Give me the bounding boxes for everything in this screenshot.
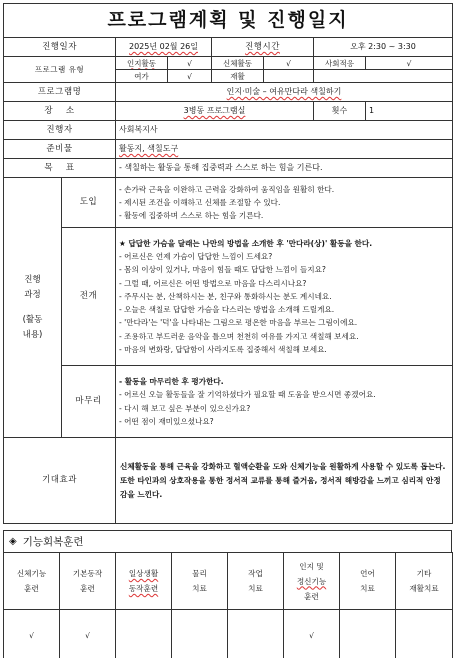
type-leisure-check: √ bbox=[168, 70, 212, 83]
intro-line: - 손가락 근육을 이완하고 근력을 강화하여 움직임을 원활히 한다. bbox=[119, 184, 335, 194]
closing-header: - 활동을 마무리한 후 평가한다. bbox=[119, 377, 224, 387]
intro-line: - 활동에 집중하며 스스로 하는 힘을 기른다. bbox=[119, 211, 264, 221]
place-value: 3병동 프로그램실 bbox=[116, 102, 314, 121]
type-cognitive-check: √ bbox=[168, 57, 212, 70]
goal-value: - 색칠하는 활동을 통해 집중력과 스스로 하는 힘을 기른다. bbox=[116, 159, 453, 178]
date-label: 진행일자 bbox=[4, 38, 116, 57]
type-social: 사회적응 bbox=[314, 57, 366, 70]
main-label: 전개 bbox=[62, 228, 116, 366]
time-value: 오후 2:30 ~ 3:30 bbox=[314, 38, 453, 57]
type-rehab-check bbox=[264, 70, 314, 83]
type-empty bbox=[314, 70, 453, 83]
rehab-check-physical: √ bbox=[4, 610, 60, 658]
closing-line: - 어떤 점이 재미있으셨나요? bbox=[119, 416, 214, 426]
main-line: - 어르신은 언제 가슴이 답답한 느낌이 드세요? bbox=[119, 252, 273, 262]
rehab-header-physical: 신체기능 훈련 bbox=[4, 553, 60, 610]
rehab-header-other: 기타 재활치료 bbox=[396, 553, 453, 610]
program-plan-table bbox=[3, 3, 453, 524]
type-rehab: 재활 bbox=[212, 70, 264, 83]
program-name-value: 인지·미술 – 여유만다라 색칠하기 bbox=[116, 83, 453, 102]
time-label: 진행시간 bbox=[212, 38, 314, 57]
main-line: - 몸의 이상이 있거나, 마음이 힘들 때도 답답한 느낌이 들지요? bbox=[119, 265, 326, 275]
rehab-header-physical-therapy: 물리 치료 bbox=[172, 553, 228, 610]
intro-content bbox=[116, 178, 453, 228]
closing-line: - 다시 해 보고 싶은 부분이 있으신가요? bbox=[119, 403, 251, 413]
main-header: ★ 답답한 가슴을 달래는 나만의 방법을 소개한 후 '만다라(상)' 활동을 한다. bbox=[119, 239, 373, 249]
rehab-check-basic-motion: √ bbox=[60, 610, 116, 658]
supplies-label: 준비물 bbox=[4, 140, 116, 159]
rehab-header-occupational: 작업 치료 bbox=[228, 553, 284, 610]
rehab-check-physical-therapy bbox=[172, 610, 228, 658]
rehab-check-cognitive: √ bbox=[284, 610, 340, 658]
count-label: 횟수 bbox=[314, 102, 366, 121]
main-line: - 오늘은 색칠로 답답한 가슴을 다스리는 방법을 소개해 드릴게요. bbox=[119, 305, 335, 315]
count-value: 1 bbox=[366, 102, 453, 121]
rehab-header-daily-living: 일상생활 동작훈련 bbox=[116, 553, 172, 610]
diamond-icon: ◈ bbox=[9, 536, 17, 547]
document-title: 프로그램계획 및 진행일지 bbox=[4, 4, 453, 38]
type-leisure: 여가 bbox=[116, 70, 168, 83]
main-content bbox=[116, 228, 453, 366]
program-name-label: 프로그램명 bbox=[4, 83, 116, 102]
closing-content bbox=[116, 366, 453, 438]
type-cognitive: 인지활동 bbox=[116, 57, 168, 70]
effect-label: 기대효과 bbox=[4, 438, 116, 524]
leader-value: 사회복지사 bbox=[116, 121, 453, 140]
rehab-header-speech: 언어 치료 bbox=[340, 553, 396, 610]
rehab-check-occupational bbox=[228, 610, 284, 658]
main-line: - 주무시는 분, 산책하시는 분, 친구와 통화하시는 분도 계시네요. bbox=[119, 291, 332, 301]
main-line: - 조용하고 부드러운 음악을 틀으며 천천히 여유를 가지고 색칠해 보세요. bbox=[119, 331, 359, 341]
process-label: 진행 과정 (활동 내용) bbox=[4, 178, 62, 438]
date-value: 2025년 02월 26일 bbox=[116, 38, 212, 57]
rehab-section-header bbox=[3, 530, 452, 552]
goal-label: 목 표 bbox=[4, 159, 116, 178]
effect-value: 신체활동을 통해 근육을 강화하고 혈액순환을 도와 신체기능을 원활하게 사용할 수 있도록 돕는다. 또한 타인과의 상호작용을 통한 정서적 교류를 통해 즐거움, 정서적 해방감을 느끼고 심리적 안정감을 느낀다. bbox=[116, 438, 453, 524]
program-type-label: 프로그램 유형 bbox=[4, 57, 116, 83]
intro-label: 도입 bbox=[62, 178, 116, 228]
main-line: - 마음의 변화랑, 답답함이 사라지도록 집중해서 색칠해 보세요. bbox=[119, 344, 327, 354]
rehab-header-cognitive: 인지 및 정신기능 훈련 bbox=[284, 553, 340, 610]
leader-label: 진행자 bbox=[4, 121, 116, 140]
type-physical-check: √ bbox=[264, 57, 314, 70]
closing-label: 마무리 bbox=[62, 366, 116, 438]
rehab-check-other bbox=[396, 610, 453, 658]
rehab-section-title: 기능회복훈련 bbox=[22, 536, 84, 548]
type-social-check: √ bbox=[366, 57, 453, 70]
closing-line: - 어르신 오늘 활동들을 잘 기억하셨다가 필요할 때 도움을 받으시면 좋겠어요. bbox=[119, 390, 376, 400]
rehab-header-basic-motion: 기본동작 훈련 bbox=[60, 553, 116, 610]
rehab-check-daily-living bbox=[116, 610, 172, 658]
place-label: 장 소 bbox=[4, 102, 116, 121]
intro-line: - 제시된 조건을 이해하고 신체를 조절할 수 있다. bbox=[119, 197, 281, 207]
main-line: - 그럴 때, 어르신은 어떤 방법으로 마음을 다스리시나요? bbox=[119, 278, 307, 288]
rehab-check-speech bbox=[340, 610, 396, 658]
type-physical: 신체활동 bbox=[212, 57, 264, 70]
main-line: - '만다라'는 '덕'을 나타내는 그림으로 평온한 마음을 부르는 그림이에요. bbox=[119, 318, 358, 328]
supplies-value: 활동지, 색칠도구 bbox=[116, 140, 453, 159]
rehab-table bbox=[3, 552, 453, 658]
